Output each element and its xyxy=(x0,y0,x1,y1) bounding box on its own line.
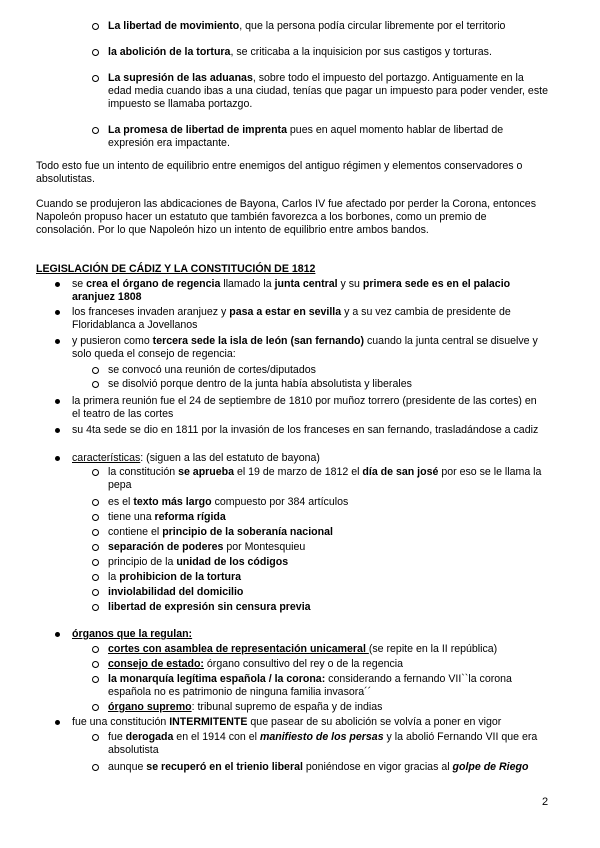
page-number: 2 xyxy=(542,796,549,808)
list-item: características: (siguen a las del estatuto de bayona) xyxy=(72,452,544,465)
list-item: fue una constitución INTERMITENTE que pasear de su abolición se volvía a poner en vigor xyxy=(72,716,544,729)
sub-list-item: la constitución se aprueba el 19 de marzo de 1812 el día de san josé por eso se le llama la pepa xyxy=(108,466,548,492)
sub-list-item: separación de poderes por Montesquieu xyxy=(108,541,548,554)
list-item: su 4ta sede se dio en 1811 por la invasión de los franceses en san fernando, trasladándose a cadiz xyxy=(72,424,544,437)
list-item: la primera reunión fue el 24 de septiembre de 1810 por muñoz torrero (presidente de las cortes) en el teatro de las cortes xyxy=(72,395,544,421)
sub-list-item: libertad de expresión sin censura previa xyxy=(108,601,548,614)
section-heading: LEGISLACIÓN DE CÁDIZ Y LA CONSTITUCIÓN DE 1812 xyxy=(36,263,316,275)
sub-list-item: aunque se recuperó en el trienio liberal poniéndose en vigor gracias al golpe de Riego xyxy=(108,761,548,774)
sub-list-item: la prohibicion de la tortura xyxy=(108,571,548,584)
list-item: y pusieron como tercera sede la isla de león (san fernando) cuando la junta central se disuelve y solo queda el consejo de regencia: xyxy=(72,335,544,361)
list-item: la abolición de la tortura, se criticaba a la inquisicion por sus castigos y torturas. xyxy=(108,46,548,59)
list-item: los franceses invaden aranjuez y pasa a estar en sevilla y a su vez cambia de presidente de Floridablanca a Jovellanos xyxy=(72,306,544,332)
paragraph: Todo esto fue un intento de equilibrio entre enemigos del antiguo régimen y elementos conservadores o absolutistas. xyxy=(36,160,523,186)
sub-list-item: consejo de estado: órgano consultivo del rey o de la regencia xyxy=(108,658,548,671)
sub-list-item: tiene una reforma rígida xyxy=(108,511,548,524)
sub-list-item: órgano supremo: tribunal supremo de españa y de indias xyxy=(108,701,548,714)
sub-list-item: se disolvió porque dentro de la junta había absolutista y liberales xyxy=(108,378,548,391)
sub-list-item: se convocó una reunión de cortes/diputados xyxy=(108,364,548,377)
sub-list-item: es el texto más largo compuesto por 384 artículos xyxy=(108,496,548,509)
sub-list-item: la monarquía legítima española / la corona: considerando a fernando VII``la corona española no es patrimonio de ninguna familia invasora´´ xyxy=(108,673,548,699)
list-item: La supresión de las aduanas, sobre todo el impuesto del portazgo. Antiguamente en la edad media cuando ibas a una ciudad, tenías que pagar un impuesto para poder vender, este impuesto se llamaba portazgo. xyxy=(108,72,548,111)
sub-list-item: inviolabilidad del domicilio xyxy=(108,586,548,599)
sub-list-item: fue derogada en el 1914 con el manifiesto de los persas y la abolió Fernando VII que era absolutista xyxy=(108,731,548,757)
list-item: se crea el órgano de regencia llamado la junta central y su primera sede es en el palacio aranjuez 1808 xyxy=(72,278,544,304)
sub-list-item: cortes con asamblea de representación unicameral (se repite en la II república) xyxy=(108,643,548,656)
sub-list-item: principio de la unidad de los códigos xyxy=(108,556,548,569)
sub-list-item: contiene el principio de la soberanía nacional xyxy=(108,526,548,539)
list-item: órganos que la regulan: xyxy=(72,628,544,641)
list-item: La promesa de libertad de imprenta pues en aquel momento hablar de libertad de expresión era impactante. xyxy=(108,124,548,150)
list-item: La libertad de movimiento, que la persona podía circular libremente por el territorio xyxy=(108,20,548,33)
paragraph: Cuando se produjeron las abdicaciones de Bayona, Carlos IV fue afectado por perder la Corona, entonces Napoleón propuso hacer un estatuto que también favorezca a los borbones, como un premio de consolación. Por lo que Napoleón hizo un intento de equilibrio entre ambos bandos. xyxy=(36,198,536,237)
